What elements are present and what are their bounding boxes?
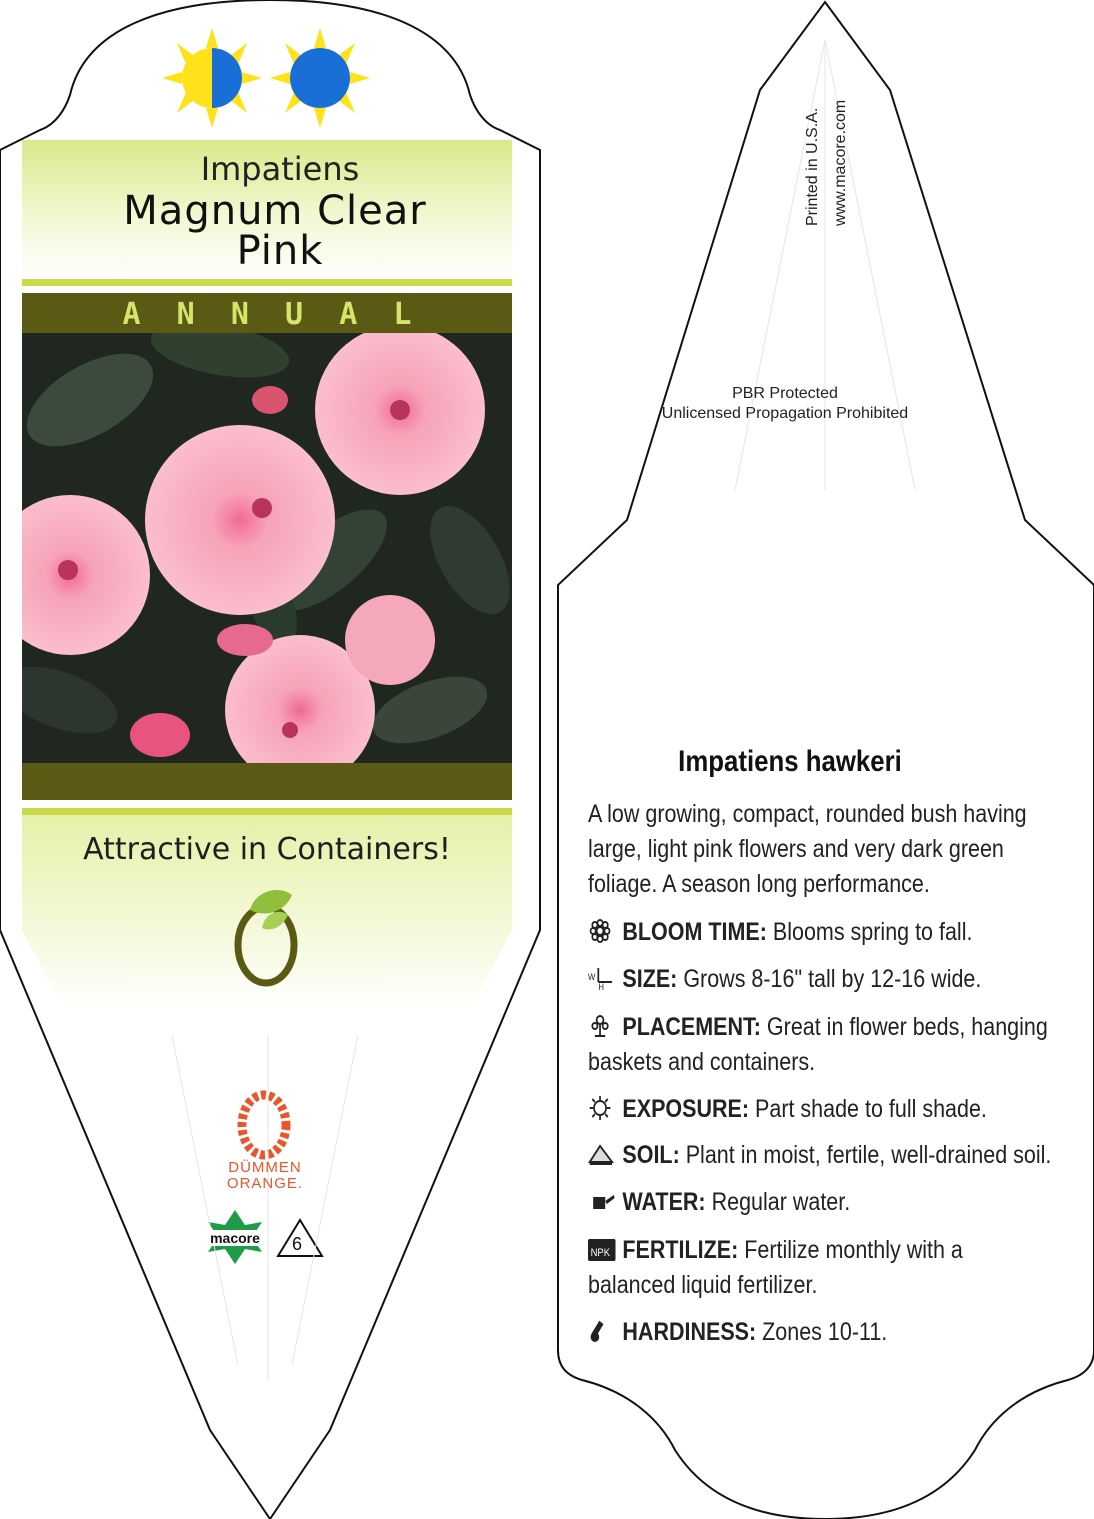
water-label: WATER: (622, 1188, 706, 1216)
bloom-time-value: Blooms spring to fall. (772, 918, 973, 946)
hardiness-value: Zones 10-11. (762, 1318, 888, 1346)
category-text: A N N U A L (122, 297, 412, 332)
exposure-label: EXPOSURE: (622, 1095, 750, 1123)
info-fertilize (588, 1233, 1052, 1303)
botanical-name: Impatiens hawkeri (678, 745, 902, 778)
exposure-value: Part shade to full shade. (755, 1095, 987, 1123)
pbr-line1: PBR Protected (732, 385, 838, 402)
placement-icon (588, 1014, 617, 1038)
category-label (22, 297, 512, 332)
title-underline (22, 279, 512, 286)
dummen-orange-text: DÜMMEN ORANGE. (226, 1159, 304, 1192)
pbr-notice (640, 384, 930, 424)
genus-title: Impatiens (200, 150, 360, 188)
thermometer-icon (588, 1319, 617, 1343)
bloom-time-label: BLOOM TIME: (622, 918, 767, 946)
info-size (588, 962, 1052, 997)
info-placement (588, 1010, 1052, 1080)
macore-url: www.macore.com (832, 99, 849, 226)
npk-icon (588, 1237, 617, 1261)
recycle-number: 6 (292, 1234, 303, 1254)
soil-value: Plant in moist, fertile, well-drained soil. (685, 1141, 1052, 1169)
full-shade-icon (270, 28, 370, 128)
water-value: Regular water. (711, 1188, 851, 1216)
tagline: Attractive in Containers! (83, 832, 451, 867)
macore-text: macore (204, 1230, 266, 1246)
soil-icon (588, 1142, 617, 1166)
variety-title-line1: Magnum Clear (123, 188, 427, 234)
npk-icon-text: NPK (590, 1247, 611, 1260)
lower-accent-line (22, 808, 512, 815)
placement-value: Great in flower beds, hanging baskets and containers. (588, 1013, 1048, 1076)
photo-bottom-band (22, 763, 512, 800)
fertilize-value: Fertilize monthly with a balanced liquid fertilizer. (588, 1236, 963, 1299)
size-icon-h: H (598, 981, 604, 990)
size-icon-w: W (588, 971, 596, 983)
info-exposure (588, 1092, 1052, 1127)
info-bloom-time (588, 915, 1052, 950)
printed-in-usa: Printed in U.S.A. (804, 107, 821, 226)
sun-exposure-icon (588, 1096, 617, 1120)
plant-description: A low growing, compact, rounded bush having large, light pink flowers and very dark green foliage. A season long performance. (588, 800, 1027, 898)
variety-title-line2: Pink (236, 228, 324, 274)
fertilize-label: FERTILIZE: (622, 1236, 739, 1264)
watering-can-icon (588, 1189, 617, 1213)
info-hardiness (588, 1315, 1052, 1350)
flower-photo (0, 313, 526, 785)
placement-label: PLACEMENT: (622, 1013, 761, 1041)
hardiness-label: HARDINESS: (622, 1318, 757, 1346)
size-icon (588, 966, 617, 990)
size-label: SIZE: (622, 965, 678, 993)
info-soil (588, 1138, 1052, 1173)
pbr-line2: Unlicensed Propagation Prohibited (661, 405, 909, 422)
info-water (588, 1185, 1052, 1220)
soil-label: SOIL: (622, 1141, 680, 1169)
part-shade-icon (162, 28, 262, 128)
flower-icon (588, 919, 617, 943)
size-value: Grows 8-16" tall by 12-16 wide. (683, 965, 982, 993)
